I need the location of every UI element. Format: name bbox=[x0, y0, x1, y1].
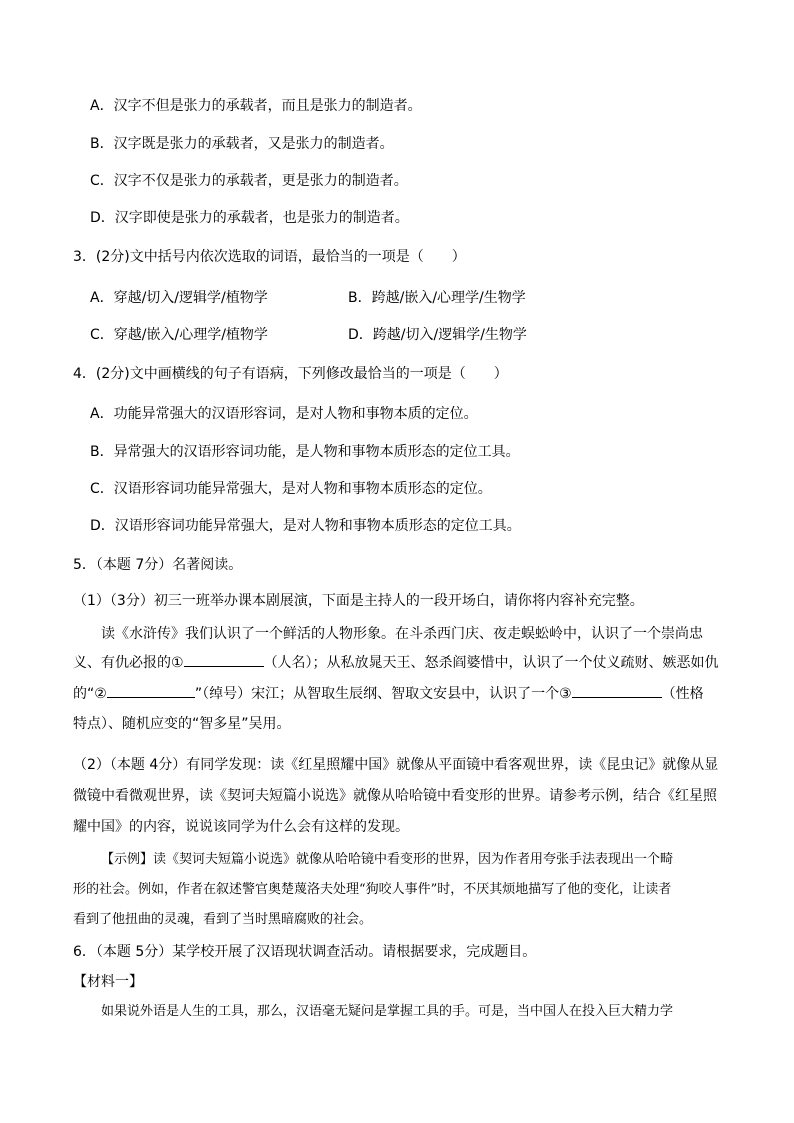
q5-part1-line1: 读《水浒传》我们认识了一个鲜活的人物形象。在斗杀西门庆、夜走蜈蚣岭中，认识了一个崇尚忠 bbox=[101, 626, 703, 642]
q2-option-a: A．汉字不但是张力的承载者，而且是张力的制造者。 bbox=[90, 98, 422, 114]
q3-option-b: B．跨越/嵌入/心理学/生物学 bbox=[348, 290, 526, 306]
example-line3: 看到了他扭曲的灵魂，看到了当时黑暗腐败的社会。 bbox=[73, 912, 373, 927]
q5-stem: 5．（本题 7分）名著阅读。 bbox=[73, 557, 243, 573]
q5-part1-line2-text-b: （人名）；从私放晁天王、怒杀阎婆惜中，认识了一个仗义疏财、嫉恶如仇 bbox=[263, 655, 719, 671]
q5-part1-line3 bbox=[73, 683, 704, 704]
example-line1: 【示例】读《契诃夫短篇小说选》就像从哈哈镜中看变形的世界，因为作者用夸张手法表现出一个畸 bbox=[101, 852, 674, 867]
material-1-line1: 如果说外语是人生的工具，那么，汉语毫无疑问是掌握工具的手。可是，当中国人在投入巨大精力学 bbox=[101, 1004, 674, 1019]
q3-stem: 3．(2分)文中括号内依次选取的词语，最恰当的一项是（ ） bbox=[73, 249, 466, 265]
q4-stem: 4．(2分)文中画横线的句子有语病，下列修改最恰当的一项是（ ） bbox=[73, 366, 508, 382]
answer-blank-3[interactable] bbox=[572, 683, 662, 698]
q5-part1-line3-text-b: ”（绰号）宋江；从智取生辰纲、智取文安县中，认识了一个③ bbox=[194, 686, 572, 702]
example-line2: 形的社会。例如，作者在叙述警官奥楚蔑洛夫处理“狗咬人事件”时，不厌其烦地描写了他的变化，让读者 bbox=[73, 882, 672, 897]
q2-option-c: C．汉字不仅是张力的承载者，更是张力的制造者。 bbox=[90, 173, 408, 189]
q4-option-c: C．汉语形容词功能异常强大，是对人物和事物本质形态的定位。 bbox=[90, 481, 492, 497]
q5-part2-line3: 耀中国》的内容，说说该同学为什么会有这样的发现。 bbox=[73, 819, 409, 835]
q6-stem: 6．（本题 5分）某学校开展了汉语现状调查活动。请根据要求，完成题目。 bbox=[73, 944, 537, 960]
q3-option-c: C．穿越/嵌入/心理学/植物学 bbox=[90, 327, 268, 343]
q4-option-a: A．功能异常强大的汉语形容词，是对人物和事物本质的定位。 bbox=[90, 406, 478, 422]
q2-option-d: D．汉字即使是张力的承载者，也是张力的制造者。 bbox=[90, 210, 409, 226]
q5-part1-line2-text-a: 义、有仇必报的① bbox=[73, 655, 184, 671]
q3-option-a: A．穿越/切入/逻辑学/植物学 bbox=[90, 290, 268, 306]
material-1-heading: 【材料一】 bbox=[73, 974, 143, 990]
q5-part1-line3-text-c: （性格 bbox=[661, 686, 704, 702]
q4-option-d: D．汉语形容词功能异常强大，是对人物和事物本质形态的定位工具。 bbox=[90, 518, 521, 534]
q4-option-b: B．异常强大的汉语形容词功能，是人物和事物本质形态的定位工具。 bbox=[90, 444, 520, 460]
q2-option-b: B．汉字既是张力的承载者，又是张力的制造者。 bbox=[90, 136, 394, 152]
q5-part1-line4: 特点）、随机应变的“智多星”吴用。 bbox=[73, 716, 291, 732]
q5-part1-line2 bbox=[73, 652, 719, 673]
q5-part1-line3-text-a: 的“② bbox=[73, 686, 107, 702]
q5-part2-line1: （2）（本题 4分）有同学发现：读《红星照耀中国》就像从平面镜中看客观世界，读《昆虫记》就像从显 bbox=[73, 757, 719, 773]
q5-part1-stem: （1）（3分）初三一班举办课本剧展演，下面是主持人的一段开场白，请你将内容补充完整。 bbox=[73, 593, 644, 609]
q5-part2-line2: 微镜中看微观世界，读《契诃夫短篇小说选》就像从哈哈镜中看变形的世界。请参考示例，结合《红星照 bbox=[73, 788, 717, 804]
q3-option-d: D．跨越/切入/逻辑学/生物学 bbox=[348, 327, 527, 343]
answer-blank-2[interactable] bbox=[107, 683, 195, 698]
answer-blank-1[interactable] bbox=[184, 652, 264, 667]
